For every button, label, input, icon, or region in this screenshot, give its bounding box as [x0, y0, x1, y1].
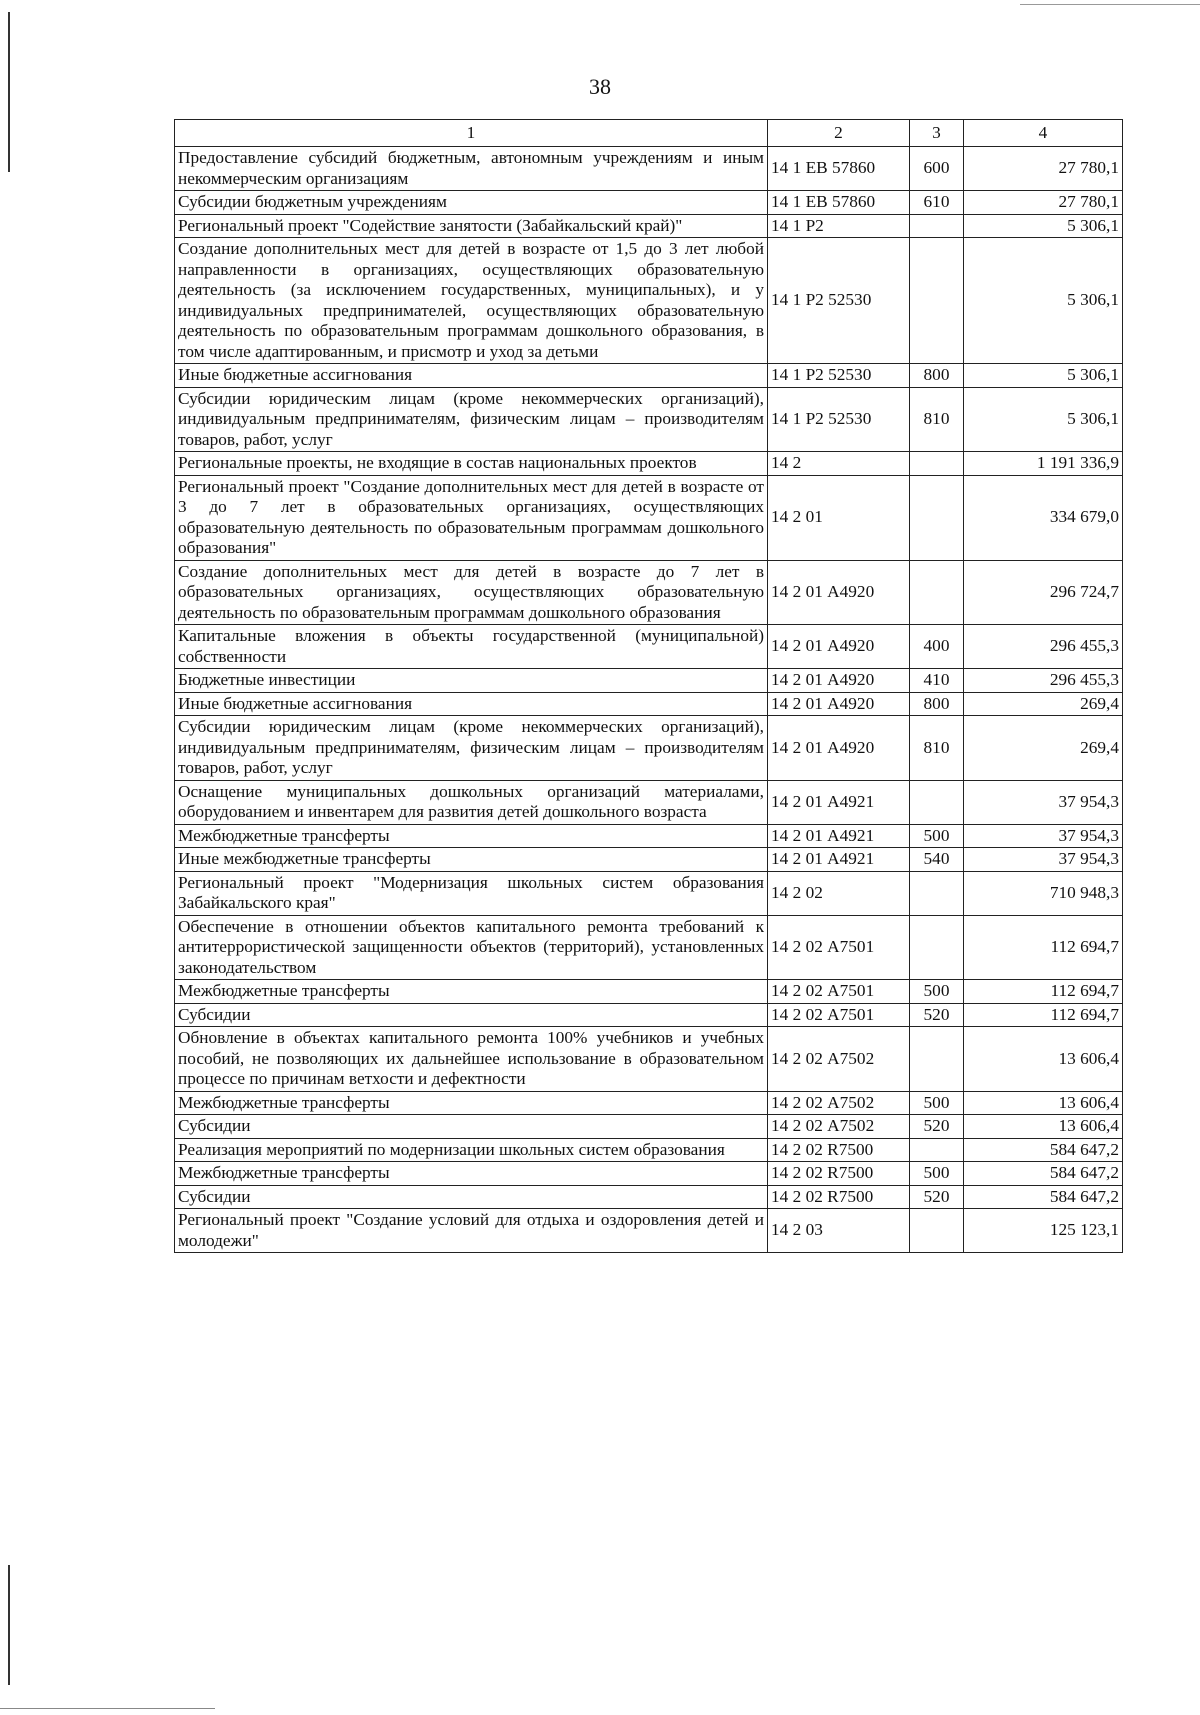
row-type-cell	[910, 871, 964, 915]
row-type-cell	[910, 1027, 964, 1092]
row-code-cell: 14 2 02 А7502	[768, 1115, 910, 1139]
row-name-cell: Межбюджетные трансферты	[175, 824, 768, 848]
row-code-cell: 14 2 01 А4921	[768, 848, 910, 872]
row-code-cell: 14 2 01 А4920	[768, 560, 910, 625]
scan-mark-left-bottom	[8, 1565, 10, 1685]
row-code-cell: 14 2 01 А4921	[768, 824, 910, 848]
row-name-cell: Капитальные вложения в объекты государственной (муниципальной) собственности	[175, 625, 768, 669]
scan-rule-top-right	[1020, 4, 1200, 5]
row-amount-cell: 584 647,2	[964, 1138, 1123, 1162]
row-name-cell: Региональный проект "Создание дополнительных мест для детей в возрасте от 3 до 7 лет в образовательных организациях, осуществляющих образовательную деятельность по образовательным программам дошкольного образования"	[175, 475, 768, 560]
row-amount-cell: 5 306,1	[964, 364, 1123, 388]
row-code-cell: 14 1 Р2 52530	[768, 238, 910, 364]
table-row	[175, 915, 1123, 980]
row-type-cell: 520	[910, 1115, 964, 1139]
row-name-cell: Иные бюджетные ассигнования	[175, 692, 768, 716]
row-name-cell: Субсидии юридическим лицам (кроме некоммерческих организаций), индивидуальным предпринимателям, физическим лицам – производителям товаров, работ, услуг	[175, 387, 768, 452]
table-row	[175, 780, 1123, 824]
row-name-cell: Межбюджетные трансферты	[175, 1091, 768, 1115]
row-name-cell: Субсидии	[175, 1115, 768, 1139]
row-name-cell: Создание дополнительных мест для детей в возрасте от 1,5 до 3 лет любой направленности в организациях, осуществляющих образовательную деятельность (за исключением государственных, муниципальных), и у индивидуальных предпринимателей, осуществляющих образовательную деятельность по образовательным программам дошкольного образования, в том числе адаптированным, и присмотр и уход за детьми	[175, 238, 768, 364]
row-type-cell	[910, 560, 964, 625]
row-type-cell: 400	[910, 625, 964, 669]
row-type-cell	[910, 214, 964, 238]
row-amount-cell: 112 694,7	[964, 980, 1123, 1004]
table-row	[175, 475, 1123, 560]
column-header-amount: 4	[964, 120, 1123, 147]
table-row	[175, 692, 1123, 716]
row-type-cell: 540	[910, 848, 964, 872]
row-name-cell: Субсидии юридическим лицам (кроме некоммерческих организаций), индивидуальным предпринимателям, физическим лицам – производителям товаров, работ, услуг	[175, 716, 768, 781]
row-name-cell: Субсидии	[175, 1003, 768, 1027]
table-row	[175, 238, 1123, 364]
row-amount-cell: 13 606,4	[964, 1091, 1123, 1115]
row-amount-cell: 13 606,4	[964, 1027, 1123, 1092]
row-name-cell: Межбюджетные трансферты	[175, 980, 768, 1004]
row-code-cell: 14 2 03	[768, 1209, 910, 1253]
row-amount-cell: 5 306,1	[964, 214, 1123, 238]
row-amount-cell: 37 954,3	[964, 848, 1123, 872]
table-row	[175, 871, 1123, 915]
table-row	[175, 824, 1123, 848]
table-row	[175, 980, 1123, 1004]
table-row	[175, 560, 1123, 625]
row-type-cell: 500	[910, 980, 964, 1004]
scan-rule-bottom	[0, 1708, 215, 1709]
row-code-cell: 14 2 02 А7501	[768, 980, 910, 1004]
row-amount-cell: 584 647,2	[964, 1185, 1123, 1209]
table-row	[175, 147, 1123, 191]
column-header-code: 2	[768, 120, 910, 147]
table-row	[175, 214, 1123, 238]
row-name-cell: Региональный проект "Создание условий для отдыха и оздоровления детей и молодежи"	[175, 1209, 768, 1253]
row-amount-cell: 334 679,0	[964, 475, 1123, 560]
table-row	[175, 191, 1123, 215]
row-name-cell: Обеспечение в отношении объектов капитального ремонта требований к антитеррористической защищенности объектов (территорий), установленных законодательством	[175, 915, 768, 980]
row-type-cell: 600	[910, 147, 964, 191]
table-row	[175, 1138, 1123, 1162]
row-name-cell: Оснащение муниципальных дошкольных организаций материалами, оборудованием и инвентарем для развития детей дошкольного возраста	[175, 780, 768, 824]
row-amount-cell: 37 954,3	[964, 780, 1123, 824]
row-amount-cell: 112 694,7	[964, 1003, 1123, 1027]
table-row	[175, 1115, 1123, 1139]
row-amount-cell: 296 724,7	[964, 560, 1123, 625]
table-row	[175, 387, 1123, 452]
table-row	[175, 364, 1123, 388]
row-amount-cell: 710 948,3	[964, 871, 1123, 915]
row-code-cell: 14 2 01 А4920	[768, 625, 910, 669]
row-code-cell: 14 2 02	[768, 871, 910, 915]
row-amount-cell: 296 455,3	[964, 669, 1123, 693]
page-number: 38	[589, 74, 611, 99]
row-name-cell: Региональный проект "Модернизация школьных систем образования Забайкальского края"	[175, 871, 768, 915]
row-type-cell: 800	[910, 364, 964, 388]
row-amount-cell: 269,4	[964, 692, 1123, 716]
row-code-cell: 14 2 01 А4920	[768, 716, 910, 781]
row-code-cell: 14 2 02 А7502	[768, 1091, 910, 1115]
row-name-cell: Бюджетные инвестиции	[175, 669, 768, 693]
row-type-cell: 520	[910, 1003, 964, 1027]
row-type-cell	[910, 452, 964, 476]
row-amount-cell: 27 780,1	[964, 191, 1123, 215]
row-type-cell: 810	[910, 716, 964, 781]
table-row	[175, 848, 1123, 872]
row-type-cell: 610	[910, 191, 964, 215]
table-row	[175, 1091, 1123, 1115]
row-name-cell: Субсидии	[175, 1185, 768, 1209]
row-name-cell: Региональные проекты, не входящие в состав национальных проектов	[175, 452, 768, 476]
row-name-cell: Предоставление субсидий бюджетным, автономным учреждениям и иным некоммерческим организациям	[175, 147, 768, 191]
row-amount-cell: 125 123,1	[964, 1209, 1123, 1253]
row-code-cell: 14 1 Р2	[768, 214, 910, 238]
row-code-cell: 14 1 ЕВ 57860	[768, 147, 910, 191]
row-amount-cell: 13 606,4	[964, 1115, 1123, 1139]
row-code-cell: 14 2 01	[768, 475, 910, 560]
row-type-cell	[910, 238, 964, 364]
table-row	[175, 625, 1123, 669]
row-type-cell: 520	[910, 1185, 964, 1209]
row-code-cell: 14 1 ЕВ 57860	[768, 191, 910, 215]
row-type-cell: 500	[910, 1091, 964, 1115]
row-amount-cell: 1 191 336,9	[964, 452, 1123, 476]
row-code-cell: 14 2 02 А7501	[768, 1003, 910, 1027]
row-name-cell: Иные бюджетные ассигнования	[175, 364, 768, 388]
table-header-row	[175, 120, 1123, 147]
table-row	[175, 1209, 1123, 1253]
table-row	[175, 1162, 1123, 1186]
table-row	[175, 1003, 1123, 1027]
row-amount-cell: 5 306,1	[964, 238, 1123, 364]
row-name-cell: Создание дополнительных мест для детей в возрасте до 7 лет в образовательных организациях, осуществляющих образовательную деятельность по образовательным программам дошкольного образования	[175, 560, 768, 625]
row-code-cell: 14 2 01 А4920	[768, 692, 910, 716]
row-type-cell	[910, 475, 964, 560]
row-code-cell: 14 2 02 R7500	[768, 1185, 910, 1209]
row-name-cell: Обновление в объектах капитального ремонта 100% учебников и учебных пособий, не позволяющих их дальнейшее использование в образовательном процессе по причинам ветхости и дефектности	[175, 1027, 768, 1092]
column-header-type: 3	[910, 120, 964, 147]
row-amount-cell: 269,4	[964, 716, 1123, 781]
row-amount-cell: 5 306,1	[964, 387, 1123, 452]
table-row	[175, 716, 1123, 781]
row-type-cell	[910, 1138, 964, 1162]
row-type-cell: 800	[910, 692, 964, 716]
row-code-cell: 14 2 02 R7500	[768, 1138, 910, 1162]
row-name-cell: Реализация мероприятий по модернизации школьных систем образования	[175, 1138, 768, 1162]
row-type-cell: 500	[910, 824, 964, 848]
row-code-cell: 14 2 01 А4921	[768, 780, 910, 824]
row-type-cell	[910, 1209, 964, 1253]
table-row	[175, 1027, 1123, 1092]
row-type-cell	[910, 915, 964, 980]
row-code-cell: 14 1 Р2 52530	[768, 387, 910, 452]
row-code-cell: 14 2	[768, 452, 910, 476]
row-amount-cell: 584 647,2	[964, 1162, 1123, 1186]
table-body	[175, 147, 1123, 1253]
row-code-cell: 14 1 Р2 52530	[768, 364, 910, 388]
row-name-cell: Региональный проект "Содействие занятости (Забайкальский край)"	[175, 214, 768, 238]
table-row	[175, 1185, 1123, 1209]
row-type-cell	[910, 780, 964, 824]
row-name-cell: Субсидии бюджетным учреждениям	[175, 191, 768, 215]
row-name-cell: Иные межбюджетные трансферты	[175, 848, 768, 872]
budget-table	[174, 119, 1123, 1253]
row-code-cell: 14 2 02 R7500	[768, 1162, 910, 1186]
column-header-name: 1	[175, 120, 768, 147]
row-type-cell: 810	[910, 387, 964, 452]
row-type-cell: 410	[910, 669, 964, 693]
table-row	[175, 452, 1123, 476]
row-code-cell: 14 2 02 А7501	[768, 915, 910, 980]
table-row	[175, 669, 1123, 693]
row-amount-cell: 27 780,1	[964, 147, 1123, 191]
row-amount-cell: 296 455,3	[964, 625, 1123, 669]
row-name-cell: Межбюджетные трансферты	[175, 1162, 768, 1186]
row-type-cell: 500	[910, 1162, 964, 1186]
row-code-cell: 14 2 01 А4920	[768, 669, 910, 693]
row-amount-cell: 37 954,3	[964, 824, 1123, 848]
row-amount-cell: 112 694,7	[964, 915, 1123, 980]
row-code-cell: 14 2 02 А7502	[768, 1027, 910, 1092]
